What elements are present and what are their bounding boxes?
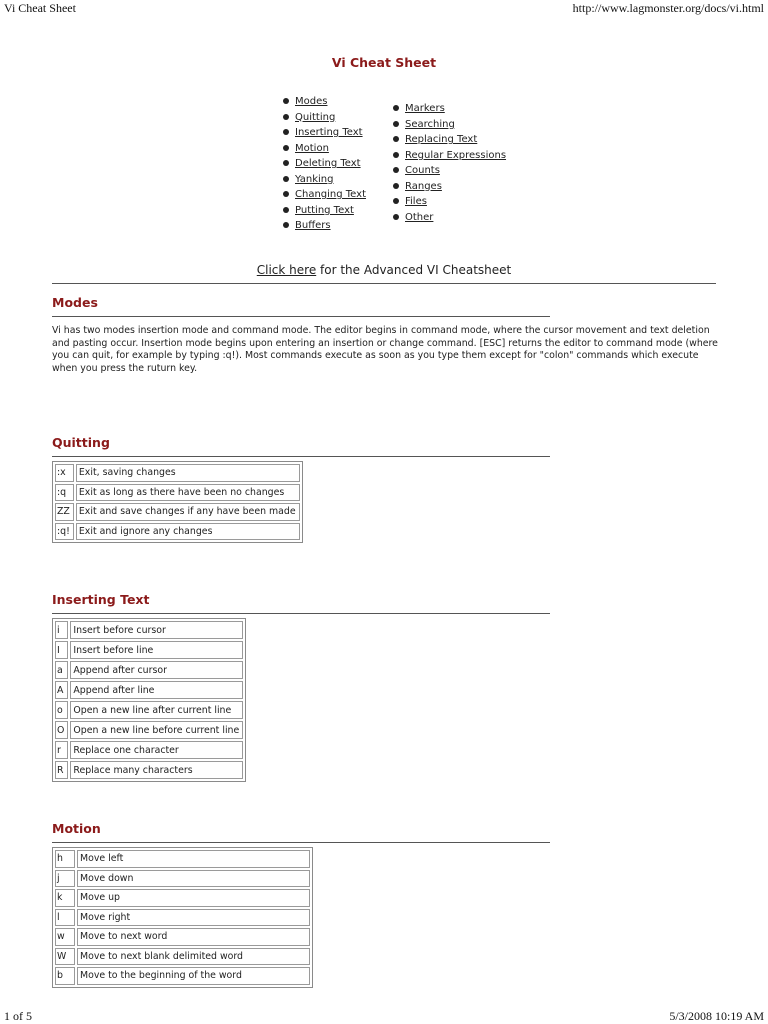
toc-item (283, 110, 366, 126)
toc-item (283, 156, 366, 172)
table-row (55, 484, 300, 502)
command-description: Move to next blank delimited word (77, 948, 310, 966)
toc-link-changing-text[interactable]: Changing Text (295, 189, 367, 200)
command-description: Move to the beginning of the word (77, 967, 310, 985)
command-key: i (55, 621, 68, 639)
table-row (55, 870, 310, 888)
toc-link-inserting-text[interactable]: Inserting Text (295, 127, 363, 138)
command-key: h (55, 850, 75, 868)
toc-link-markers[interactable]: Markers (405, 103, 445, 114)
table-row (55, 661, 243, 679)
command-description: Replace one character (70, 741, 243, 759)
bullet-icon (393, 136, 399, 142)
command-key: w (55, 928, 75, 946)
bullet-icon (393, 183, 399, 189)
bullet-icon (283, 207, 289, 213)
toc-link-modes[interactable]: Modes (295, 96, 328, 107)
command-key: j (55, 870, 75, 888)
toc-item (283, 187, 366, 203)
toc-link-motion[interactable]: Motion (295, 142, 329, 154)
toc-link-files[interactable]: Files (405, 196, 427, 207)
section-heading-modes: Modes (52, 295, 98, 310)
bullet-icon (393, 167, 399, 173)
command-key: :x (55, 464, 74, 482)
toc-link-regular-expressions[interactable]: Regular Expressions (405, 149, 507, 161)
command-description: Move to next word (77, 928, 310, 946)
command-description: Exit, saving changes (76, 464, 300, 482)
print-header-title: Vi Cheat Sheet (4, 1, 76, 15)
print-footer-page-number: 1 of 5 (4, 1009, 32, 1023)
toc-link-counts[interactable]: Counts (405, 165, 440, 176)
table-row (55, 503, 300, 521)
command-key: R (55, 761, 68, 779)
table-row (55, 948, 310, 966)
table-row (55, 850, 310, 868)
bullet-icon (393, 121, 399, 127)
table-row (55, 741, 243, 759)
table-row (55, 464, 300, 482)
section-heading-motion: Motion (52, 821, 101, 836)
toc-link-quitting[interactable]: Quitting (295, 111, 336, 123)
toc-link-putting-text[interactable]: Putting Text (295, 204, 354, 216)
toc-link-yanking[interactable]: Yanking (295, 173, 334, 185)
toc-item (283, 172, 366, 188)
section-heading-quitting: Quitting (52, 435, 110, 450)
table-row (55, 621, 243, 639)
table-row (55, 701, 243, 719)
command-description: Move right (77, 909, 310, 927)
toc-link-ranges[interactable]: Ranges (405, 180, 442, 192)
toc-item (393, 179, 506, 195)
toc-link-replacing-text[interactable]: Replacing Text (405, 134, 478, 145)
command-key: ZZ (55, 503, 74, 521)
bullet-icon (283, 145, 289, 151)
command-description: Move up (77, 889, 310, 907)
table-row (55, 761, 243, 779)
toc-item (393, 117, 506, 133)
print-header-url: http://www.lagmonster.org/docs/vi.html (572, 1, 764, 15)
command-key: o (55, 701, 68, 719)
toc-link-deleting-text[interactable]: Deleting Text (295, 158, 361, 169)
bullet-icon (393, 214, 399, 220)
command-key: a (55, 661, 68, 679)
section-divider (52, 316, 550, 317)
toc-item (393, 148, 506, 164)
section-divider (52, 842, 550, 843)
page-title: Vi Cheat Sheet (331, 55, 437, 70)
quitting-table (52, 461, 303, 543)
command-description: Move down (77, 870, 310, 888)
command-key: I (55, 641, 68, 659)
command-description: Move left (77, 850, 310, 868)
command-key: O (55, 721, 68, 739)
command-description: Open a new line after current line (70, 701, 243, 719)
table-row (55, 641, 243, 659)
table-row (55, 928, 310, 946)
toc-link-searching[interactable]: Searching (405, 118, 455, 130)
modes-description: Vi has two modes insertion mode and command mode. The editor begins in command mode, where the cursor movement and text deletion and pasting occur. Insertion mode begins upon entering an insertion or change command. [ESC] returns the editor to command mode (where you can quit, for example by typing :q!). Most commands execute as soon as you type them except for "colon" commands which execute when you press the ruturn key. (52, 325, 718, 375)
command-key: r (55, 741, 68, 759)
table-row (55, 889, 310, 907)
command-description: Append after line (70, 681, 243, 699)
toc-left-column (283, 94, 366, 234)
section-divider (52, 456, 550, 457)
toc-item (393, 101, 506, 117)
section-divider (52, 613, 550, 614)
command-key: b (55, 967, 75, 985)
command-key: l (55, 909, 75, 927)
toc-item (393, 210, 506, 226)
toc-link-buffers[interactable]: Buffers (295, 220, 331, 231)
bullet-icon (393, 152, 399, 158)
toc-item (283, 125, 366, 141)
bullet-icon (283, 176, 289, 182)
bullet-icon (283, 160, 289, 166)
toc-item (393, 132, 506, 148)
bullet-icon (283, 129, 289, 135)
bullet-icon (283, 191, 289, 197)
command-key: W (55, 948, 75, 966)
command-key: k (55, 889, 75, 907)
toc-item (393, 163, 506, 179)
toc-item (393, 194, 506, 210)
bullet-icon (283, 114, 289, 120)
command-description: Open a new line before current line (70, 721, 243, 739)
divider (52, 283, 716, 284)
toc-item (283, 94, 366, 110)
bullet-icon (283, 222, 289, 228)
toc-item (283, 141, 366, 157)
command-key: A (55, 681, 68, 699)
command-description: Insert before line (70, 641, 243, 659)
toc-link-other[interactable]: Other (405, 211, 434, 223)
advanced-cheatsheet-link[interactable]: Click here (256, 263, 317, 277)
command-description: Exit as long as there have been no changes (76, 484, 300, 502)
command-description: Exit and save changes if any have been made (76, 503, 300, 521)
bullet-icon (393, 105, 399, 111)
advanced-cheatsheet-line (0, 263, 768, 277)
toc-right-column (393, 101, 506, 225)
table-row (55, 909, 310, 927)
section-heading-inserting-text: Inserting Text (52, 592, 150, 607)
print-footer-datetime: 5/3/2008 10:19 AM (669, 1009, 764, 1023)
inserting-text-table (52, 618, 246, 782)
command-description: Exit and ignore any changes (76, 523, 300, 541)
motion-table (52, 847, 313, 988)
command-key: :q! (55, 523, 74, 541)
command-key: :q (55, 484, 74, 502)
command-description: Append after cursor (70, 661, 243, 679)
command-description: Insert before cursor (70, 621, 243, 639)
table-row (55, 681, 243, 699)
toc-item (283, 203, 366, 219)
toc-item (283, 218, 366, 234)
bullet-icon (283, 98, 289, 104)
bullet-icon (393, 198, 399, 204)
advanced-cheatsheet-text: for the Advanced VI Cheatsheet (316, 263, 512, 277)
table-row (55, 967, 310, 985)
table-row (55, 721, 243, 739)
command-description: Replace many characters (70, 761, 243, 779)
table-row (55, 523, 300, 541)
